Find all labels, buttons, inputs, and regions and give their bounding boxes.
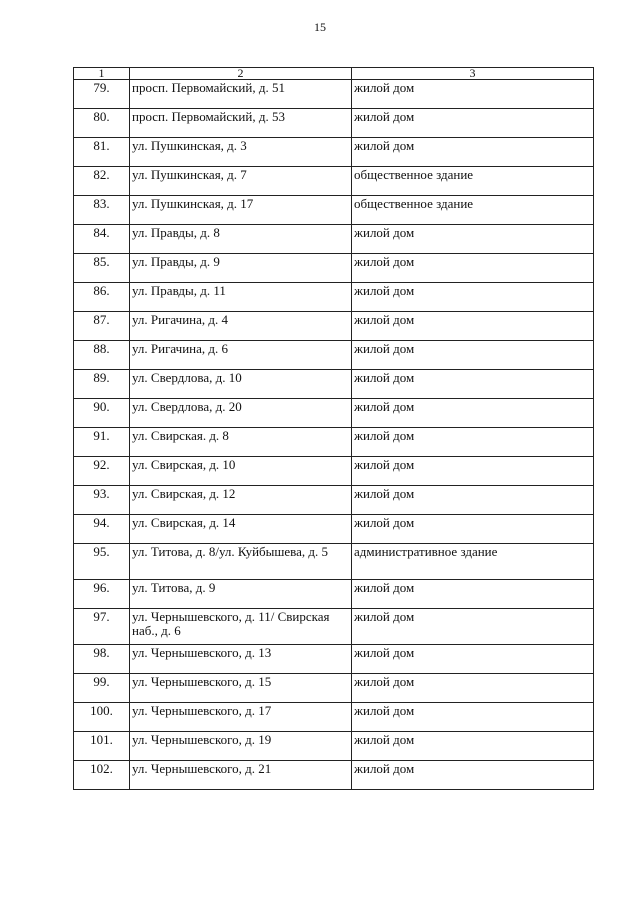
address-cell: ул. Ригачина, д. 6 — [130, 341, 352, 370]
building-type-cell: жилой дом — [352, 109, 594, 138]
table-row — [74, 732, 594, 761]
table-row — [74, 428, 594, 457]
address-cell: ул. Правды, д. 11 — [130, 283, 352, 312]
column-header-number: 1 — [74, 68, 130, 80]
table-row — [74, 674, 594, 703]
table-body — [74, 80, 594, 790]
row-number-cell: 82. — [74, 167, 130, 196]
table-row — [74, 457, 594, 486]
address-cell: ул. Пушкинская, д. 7 — [130, 167, 352, 196]
address-cell: ул. Чернышевского, д. 17 — [130, 703, 352, 732]
building-type-cell: жилой дом — [352, 580, 594, 609]
building-type-cell: жилой дом — [352, 645, 594, 674]
table-row — [74, 703, 594, 732]
address-cell: ул. Титова, д. 9 — [130, 580, 352, 609]
address-cell: ул. Чернышевского, д. 19 — [130, 732, 352, 761]
table-header — [74, 68, 594, 80]
building-type-cell: жилой дом — [352, 312, 594, 341]
building-type-cell: жилой дом — [352, 428, 594, 457]
address-cell: ул. Свердлова, д. 10 — [130, 370, 352, 399]
row-number-cell: 92. — [74, 457, 130, 486]
row-number-cell: 101. — [74, 732, 130, 761]
building-type-cell: жилой дом — [352, 254, 594, 283]
building-type-cell: жилой дом — [352, 674, 594, 703]
row-number-cell: 100. — [74, 703, 130, 732]
table-row — [74, 196, 594, 225]
row-number-cell: 95. — [74, 544, 130, 580]
building-type-cell: общественное здание — [352, 167, 594, 196]
building-type-cell: административное здание — [352, 544, 594, 580]
row-number-cell: 88. — [74, 341, 130, 370]
table-row — [74, 138, 594, 167]
address-cell: ул. Свирская. д. 8 — [130, 428, 352, 457]
table-row — [74, 515, 594, 544]
row-number-cell: 93. — [74, 486, 130, 515]
table-row — [74, 609, 594, 645]
row-number-cell: 85. — [74, 254, 130, 283]
page-number: 15 — [314, 20, 326, 34]
row-number-cell: 102. — [74, 761, 130, 790]
building-type-cell: жилой дом — [352, 732, 594, 761]
building-type-cell: жилой дом — [352, 138, 594, 167]
table-row — [74, 761, 594, 790]
row-number-cell: 83. — [74, 196, 130, 225]
address-cell: ул. Пушкинская, д. 3 — [130, 138, 352, 167]
table-row — [74, 486, 594, 515]
building-type-cell: жилой дом — [352, 761, 594, 790]
row-number-cell: 90. — [74, 399, 130, 428]
address-cell: ул. Чернышевского, д. 13 — [130, 645, 352, 674]
address-cell: ул. Свирская, д. 14 — [130, 515, 352, 544]
building-type-cell: жилой дом — [352, 457, 594, 486]
row-number-cell: 84. — [74, 225, 130, 254]
building-type-cell: общественное здание — [352, 196, 594, 225]
address-cell: ул. Чернышевского, д. 21 — [130, 761, 352, 790]
address-cell: ул. Правды, д. 8 — [130, 225, 352, 254]
address-cell: ул. Чернышевского, д. 11/ Свирская наб., д. 6 — [130, 609, 352, 645]
row-number-cell: 98. — [74, 645, 130, 674]
address-cell: ул. Титова, д. 8/ул. Куйбышева, д. 5 — [130, 544, 352, 580]
table-row — [74, 109, 594, 138]
row-number-cell: 79. — [74, 80, 130, 109]
row-number-cell: 94. — [74, 515, 130, 544]
building-registry-table — [73, 67, 594, 790]
table-row — [74, 399, 594, 428]
row-number-cell: 89. — [74, 370, 130, 399]
row-number-cell: 96. — [74, 580, 130, 609]
table-row — [74, 225, 594, 254]
column-header-type: 3 — [352, 68, 594, 80]
address-cell: ул. Ригачина, д. 4 — [130, 312, 352, 341]
building-type-cell: жилой дом — [352, 486, 594, 515]
building-type-cell: жилой дом — [352, 370, 594, 399]
table-row — [74, 645, 594, 674]
row-number-cell: 99. — [74, 674, 130, 703]
building-type-cell: жилой дом — [352, 515, 594, 544]
address-cell: просп. Первомайский, д. 53 — [130, 109, 352, 138]
building-type-cell: жилой дом — [352, 283, 594, 312]
building-type-cell: жилой дом — [352, 609, 594, 645]
address-cell: ул. Свирская, д. 12 — [130, 486, 352, 515]
building-type-cell: жилой дом — [352, 225, 594, 254]
row-number-cell: 80. — [74, 109, 130, 138]
address-cell: ул. Свердлова, д. 20 — [130, 399, 352, 428]
table-row — [74, 254, 594, 283]
address-cell: ул. Пушкинская, д. 17 — [130, 196, 352, 225]
row-number-cell: 97. — [74, 609, 130, 645]
row-number-cell: 91. — [74, 428, 130, 457]
column-header-address: 2 — [130, 68, 352, 80]
row-number-cell: 87. — [74, 312, 130, 341]
address-cell: ул. Правды, д. 9 — [130, 254, 352, 283]
row-number-cell: 86. — [74, 283, 130, 312]
table-row — [74, 370, 594, 399]
table-row — [74, 341, 594, 370]
building-type-cell: жилой дом — [352, 80, 594, 109]
table-row — [74, 80, 594, 109]
table-row — [74, 580, 594, 609]
building-type-cell: жилой дом — [352, 399, 594, 428]
table-row — [74, 167, 594, 196]
table-row — [74, 544, 594, 580]
address-cell: ул. Свирская, д. 10 — [130, 457, 352, 486]
building-type-cell: жилой дом — [352, 703, 594, 732]
row-number-cell: 81. — [74, 138, 130, 167]
address-cell: просп. Первомайский, д. 51 — [130, 80, 352, 109]
table-row — [74, 312, 594, 341]
table-row — [74, 283, 594, 312]
address-cell: ул. Чернышевского, д. 15 — [130, 674, 352, 703]
building-type-cell: жилой дом — [352, 341, 594, 370]
